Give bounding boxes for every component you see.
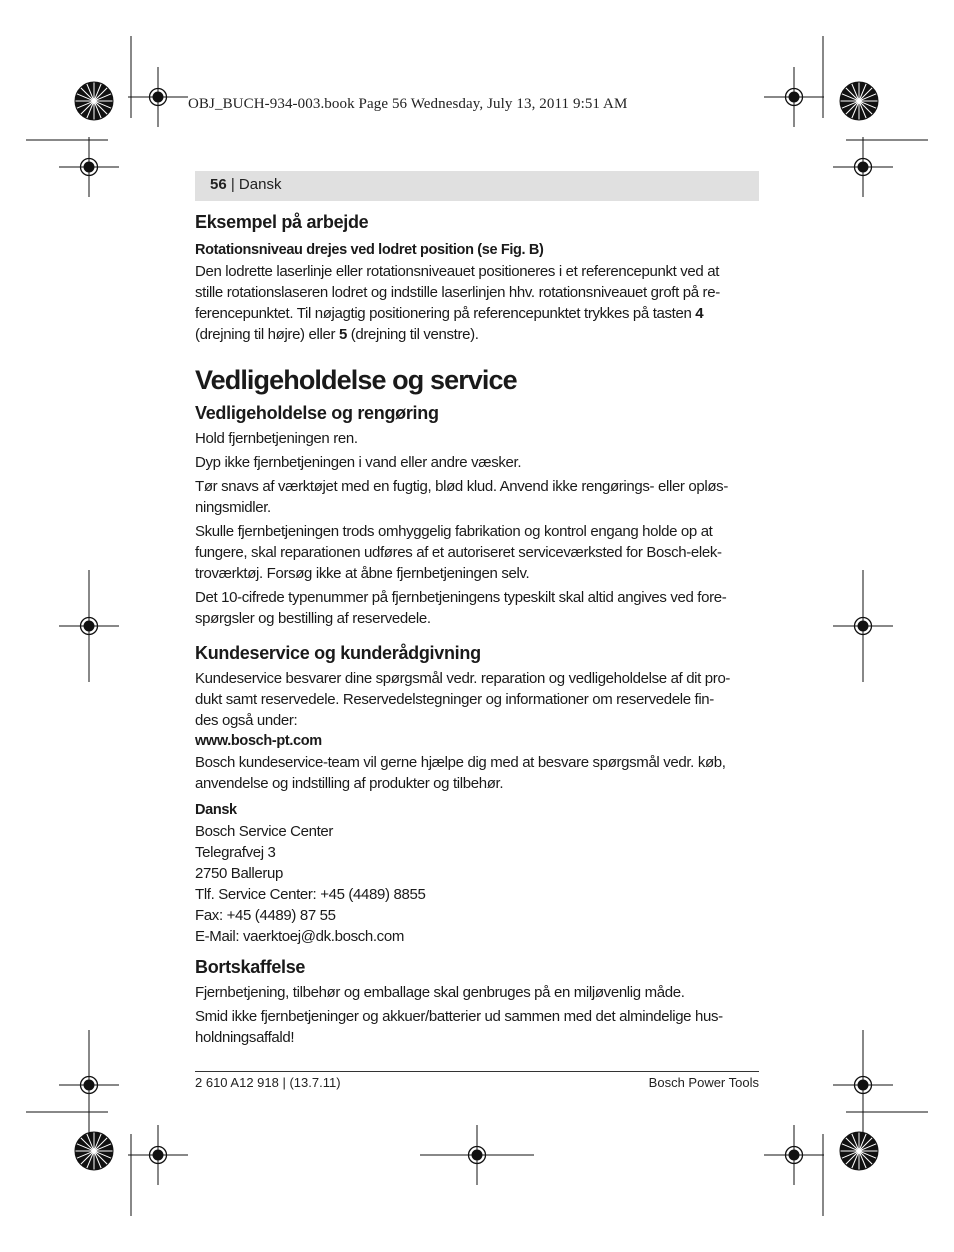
disposal-p1: Fjernbetjening, tilbehør og emballage skal genbruges på en miljøvenlig måde. <box>195 984 685 1001</box>
section-heading-customer-service: Kundeservice og kunderådgivning <box>195 643 481 663</box>
maintenance-p3-l1: Tør snavs af værktøjet med en fugtig, blød klud. Anvend ikke rengørings- eller opløs- <box>195 478 728 495</box>
running-head-language: Dansk <box>238 176 282 193</box>
customer-service-p1-l3: des også under: <box>195 712 298 729</box>
customer-service-p2-l1: Bosch kundeservice-team vil gerne hjælpe dig med at besvare spørgsmål vedr. køb, <box>195 754 726 771</box>
section-heading-example: Eksempel på arbejde <box>195 212 369 232</box>
customer-service-p1-l2: dukt samt reservedele. Reservedelstegninger og informationer om reservedele fin- <box>195 691 714 708</box>
section-heading-disposal: Bortskaffelse <box>195 957 306 977</box>
address-line-2: Telegrafvej 3 <box>195 844 276 861</box>
disposal-p2-l2: holdningsaffald! <box>195 1029 295 1046</box>
address-line-1: Bosch Service Center <box>195 823 334 840</box>
page-number: 56 <box>210 176 227 193</box>
address-line-3: 2750 Ballerup <box>195 865 284 882</box>
country-heading: Dansk <box>195 802 237 818</box>
footer-doc-number: 2 610 A12 918 | (13.7.11) <box>195 1075 341 1090</box>
footer-brand: Bosch Power Tools <box>648 1075 759 1090</box>
maintenance-p3-l2: ningsmidler. <box>195 499 271 516</box>
address-email[interactable]: E-Mail: vaerktoej@dk.bosch.com <box>195 928 404 945</box>
maintenance-p2: Dyp ikke fjernbetjeningen i vand eller andre væsker. <box>195 454 522 471</box>
maintenance-p1: Hold fjernbetjeningen ren. <box>195 430 358 447</box>
address-phone: Tlf. Service Center: +45 (4489) 8855 <box>195 886 426 903</box>
maintenance-p5-l2: spørgsler og bestilling af reservedele. <box>195 610 431 627</box>
example-line-3-text: ferencepunktet. Til nøjagtig positionering på referencepunktet trykkes på tasten <box>195 305 696 322</box>
subheading-rotation: Rotationsniveau drejes ved lodret position (se Fig. B) <box>195 242 544 258</box>
address-fax: Fax: +45 (4489) 87 55 <box>195 907 336 924</box>
running-head-text <box>210 176 281 193</box>
print-header: OBJ_BUCH-934-003.book Page 56 Wednesday, July 13, 2011 9:51 AM <box>188 96 628 112</box>
footer-rule <box>195 1071 759 1072</box>
disposal-p2-l1: Smid ikke fjernbetjeninger og akkuer/batterier ud sammen med det almindelige hus- <box>195 1008 723 1025</box>
page-content <box>195 210 759 1048</box>
maintenance-p4-l1: Skulle fjernbetjeningen trods omhyggelig fabrikation og kontrol engang holde op at <box>195 523 713 540</box>
example-line-4-pre: (drejning til højre) eller <box>195 326 339 343</box>
customer-service-p2-l2: anvendelse og indstilling af produkter og tilbehør. <box>195 775 504 792</box>
example-line-3 <box>195 303 759 324</box>
running-head <box>195 171 759 201</box>
key-4: 4 <box>695 305 704 322</box>
customer-service-p1-l1: Kundeservice besvarer dine spørgsmål vedr. reparation og vedligeholdelse af dit pro- <box>195 670 731 687</box>
example-line-4 <box>195 324 759 345</box>
example-line-1: Den lodrette laserlinje eller rotationsniveauet positioneres i et referencepunkt ved at <box>195 263 720 280</box>
chapter-title-maintenance: Vedligeholdelse og service <box>195 365 517 395</box>
maintenance-p5-l1: Det 10-cifrede typenummer på fjernbetjeningens typeskilt skal altid angives ved fore- <box>195 589 727 606</box>
section-heading-maintenance: Vedligeholdelse og rengøring <box>195 403 439 423</box>
key-5: 5 <box>338 326 347 343</box>
example-line-2: stille rotationslaseren lodret og indstille laserlinjen hhv. rotationsniveauet groft på re- <box>195 284 720 301</box>
running-head-separator: | <box>226 176 239 193</box>
maintenance-p4-l2: fungere, skal reparationen udføres af et autoriseret serviceværksted for Bosch-elek- <box>195 544 722 561</box>
example-line-4-post: (drejning til venstre). <box>346 326 479 343</box>
bosch-website-link[interactable]: www.bosch-pt.com <box>195 733 322 749</box>
maintenance-p4-l3: troværktøj. Forsøg ikke at åbne fjernbetjeningen selv. <box>195 565 530 582</box>
